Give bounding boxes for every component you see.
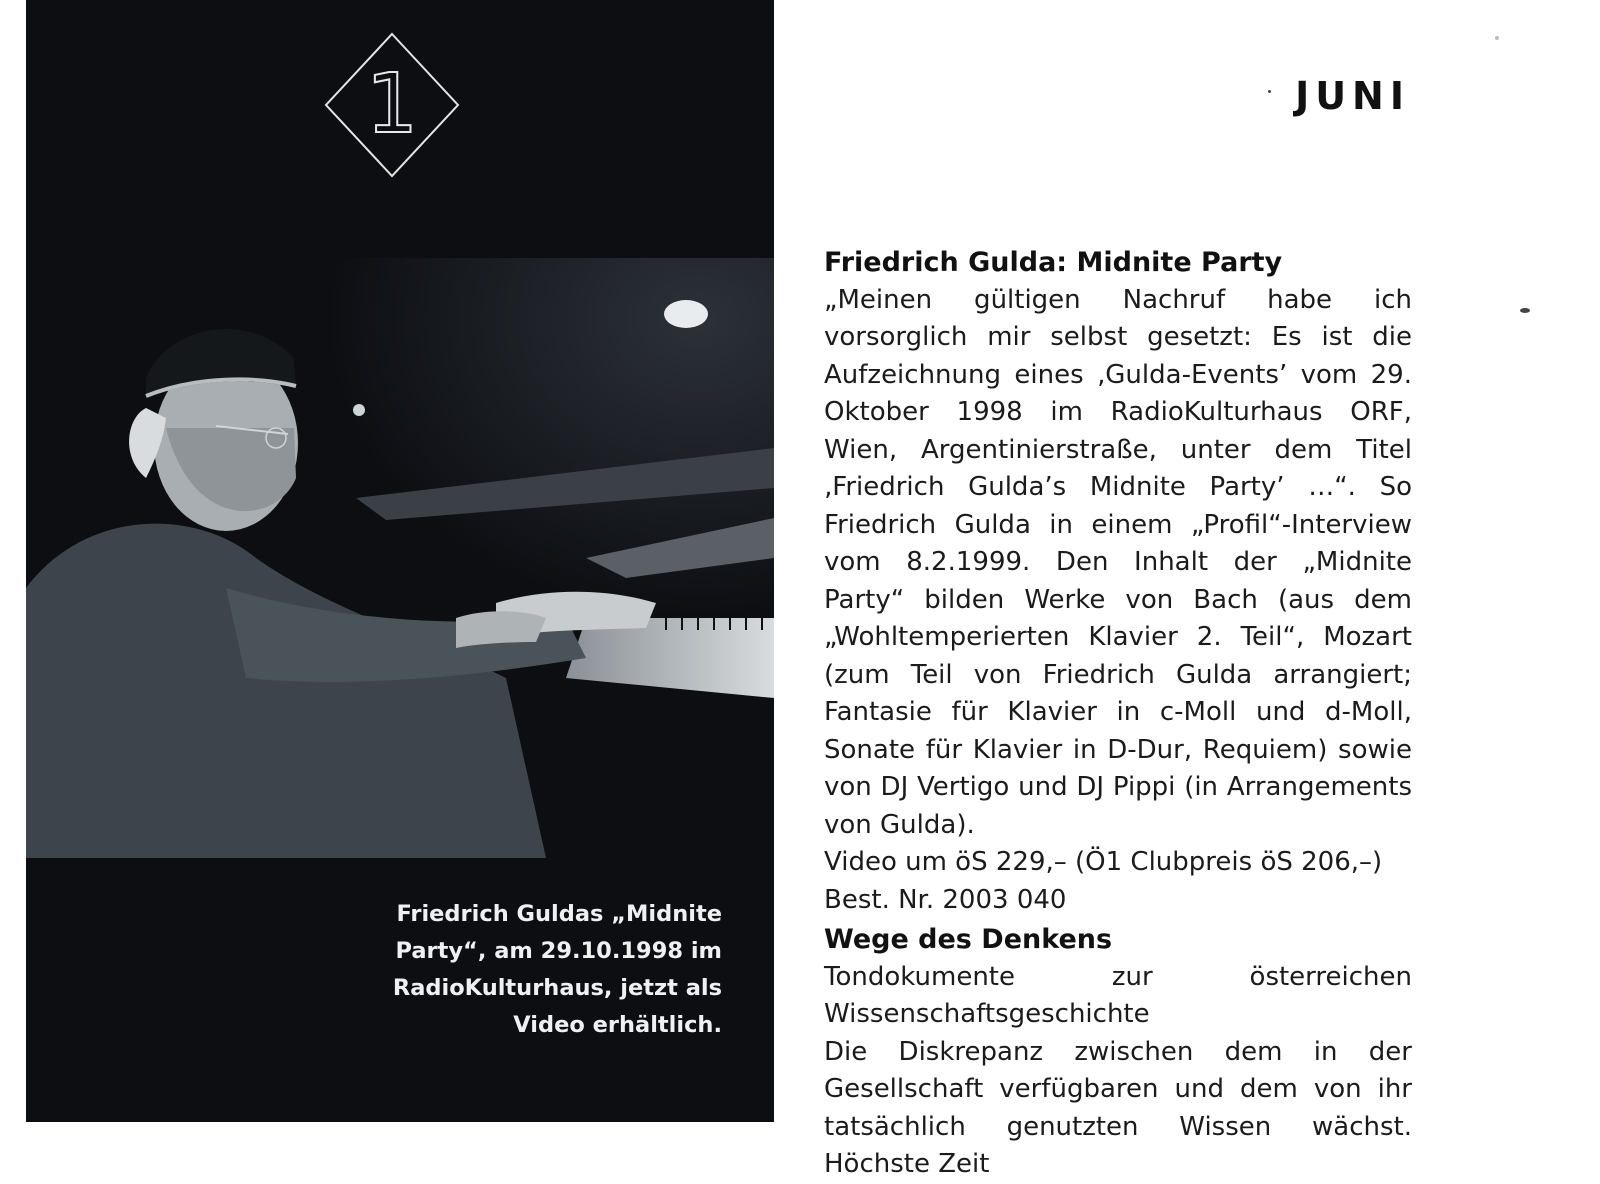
article-column [824,244,1412,1184]
photo-caption: Friedrich Guldas „Midnite Party“, am 29.10.1998 im RadioKulturhaus, jetzt als Video erhältlich. [392,901,722,1038]
day-marker [322,30,462,180]
article-title-wege-des-denkens: Wege des Denkens [824,924,1113,955]
article-price: Video um öS 229,– (Ö1 Clubpreis öS 206,–) [824,847,1383,877]
article-subtitle-wege-des-denkens: Tondokumente zur österreichen Wissenschaftsgeschichte [824,961,1412,1029]
article-title-midnite-party: Friedrich Gulda: Midnite Party [824,247,1283,278]
article-body-midnite-party: „Meinen gültigen Nachruf habe ich vorsorglich mir selbst gesetzt: Es ist die Aufzeichnung eines ‚Gulda-Events’ vom 29. Oktober 1998 im RadioKulturhaus ORF, Wien, Argentinierstraße, unter dem Titel ‚Friedrich Gulda’s Midnite Party’ …“. So Friedrich Gulda in einem „Profil“-Interview vom 8.2.1999. Den Inhalt der „Midnite Party“ bilden Werke von Bach (aus dem „Wohltemperierten Klavier 2. Teil“, Mozart (zum Teil von Friedrich Gulda arrangiert; Fantasie für Klavier in c-Moll und d-Moll, Sonate für Klavier in D-Dur, Requiem) sowie von DJ Vertigo und DJ Pippi (in Arrangements von Gulda). [824,284,1412,840]
scan-speck [1495,36,1499,40]
article-body-wege-des-denkens: Die Diskrepanz zwischen dem in der Gesellschaft verfügbaren und dem von ihr tatsächlich genutzten Wissen wächst. Höchste Zeit [824,1036,1412,1179]
pianist-photo [26,258,774,858]
photo-panel [26,0,774,1122]
scan-speck [1268,90,1271,93]
article-order-number: Best. Nr. 2003 040 [824,884,1067,915]
scan-speck [1520,308,1530,313]
month-heading: JUNI [1295,74,1410,118]
day-number: 1 [365,57,419,152]
